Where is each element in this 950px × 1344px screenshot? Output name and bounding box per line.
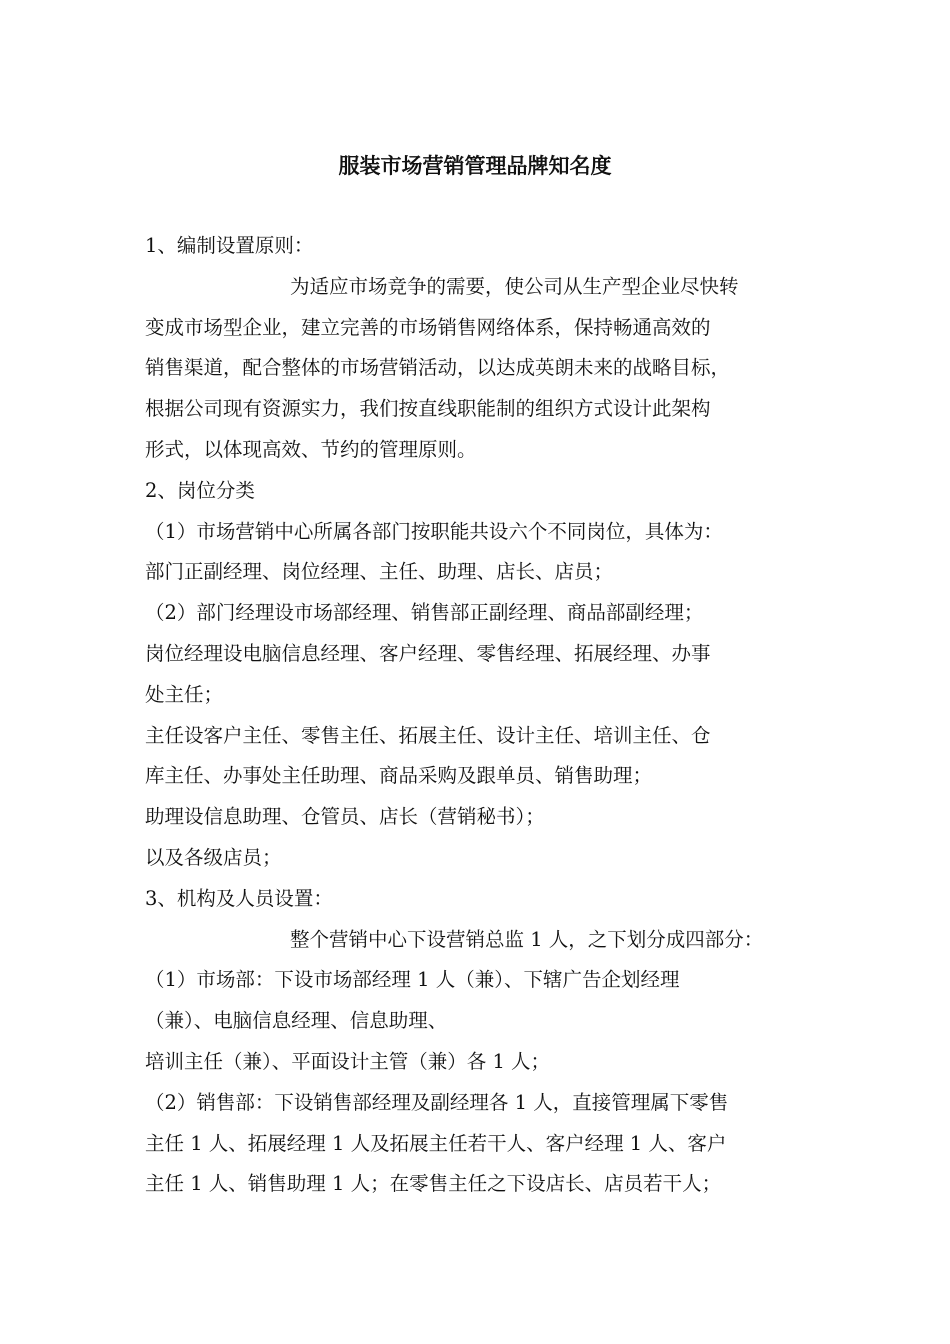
paragraph-line: 整个营销中心下设营销总监 1 人，之下划分成四部分： bbox=[290, 927, 764, 951]
paragraph-line: 为适应市场竞争的需要，使公司从生产型企业尽快转 bbox=[290, 274, 739, 298]
paragraph-line: 处主任； bbox=[145, 682, 224, 706]
paragraph-line: 以及各级店员； bbox=[145, 845, 282, 869]
paragraph-line: 变成市场型企业，建立完善的市场销售网络体系，保持畅通高效的 bbox=[145, 315, 711, 339]
section-heading-1: 1、编制设置原则： bbox=[145, 234, 314, 257]
paragraph-line: 培训主任（兼）、平面设计主管（兼）各 1 人； bbox=[145, 1049, 551, 1073]
paragraph-line: 助理设信息助理、仓管员、店长（营销秘书）； bbox=[145, 805, 545, 829]
paragraph-line: （2）销售部：下设销售部经理及副经理各 1 人，直接管理属下零售 bbox=[145, 1090, 729, 1114]
paragraph-line: （2）部门经理设市场部经理、销售部正副经理、商品部副经理； bbox=[145, 601, 704, 625]
paragraph-line: 主任设客户主任、零售主任、拓展主任、设计主任、培训主任、仓 bbox=[145, 723, 711, 747]
paragraph-line: 销售渠道，配合整体的市场营销活动，以达成英朗未来的战略目标， bbox=[145, 356, 731, 380]
paragraph-line: 根据公司现有资源实力，我们按直线职能制的组织方式设计此架构 bbox=[145, 397, 711, 421]
document-body bbox=[145, 226, 815, 1205]
paragraph-line: 主任 1 人、拓展经理 1 人及拓展主任若干人、客户经理 1 人、客户 bbox=[145, 1131, 727, 1155]
section-heading-2: 2、岗位分类 bbox=[145, 478, 255, 502]
paragraph-line: 岗位经理设电脑信息经理、客户经理、零售经理、拓展经理、办事 bbox=[145, 641, 711, 665]
document-title: 服装市场营销管理品牌知名度 bbox=[338, 153, 612, 178]
paragraph-line: 库主任、办事处主任助理、商品采购及跟单员、销售助理； bbox=[145, 764, 653, 788]
section-heading-3: 3、机构及人员设置： bbox=[145, 886, 333, 910]
paragraph-line: （1）市场部：下设市场部经理 1 人（兼）、下辖广告企划经理 bbox=[145, 968, 680, 992]
paragraph-line: 主任 1 人、销售助理 1 人；在零售主任之下设店长、店员若干人； bbox=[145, 1172, 722, 1196]
paragraph-line: 部门正副经理、岗位经理、主任、助理、店长、店员； bbox=[145, 560, 614, 584]
paragraph-line: （兼）、电脑信息经理、信息助理、 bbox=[145, 1009, 448, 1033]
paragraph-line: 形式，以体现高效、节约的管理原则。 bbox=[145, 437, 477, 461]
paragraph-line: （1）市场营销中心所属各部门按职能共设六个不同岗位，具体为： bbox=[145, 519, 723, 543]
